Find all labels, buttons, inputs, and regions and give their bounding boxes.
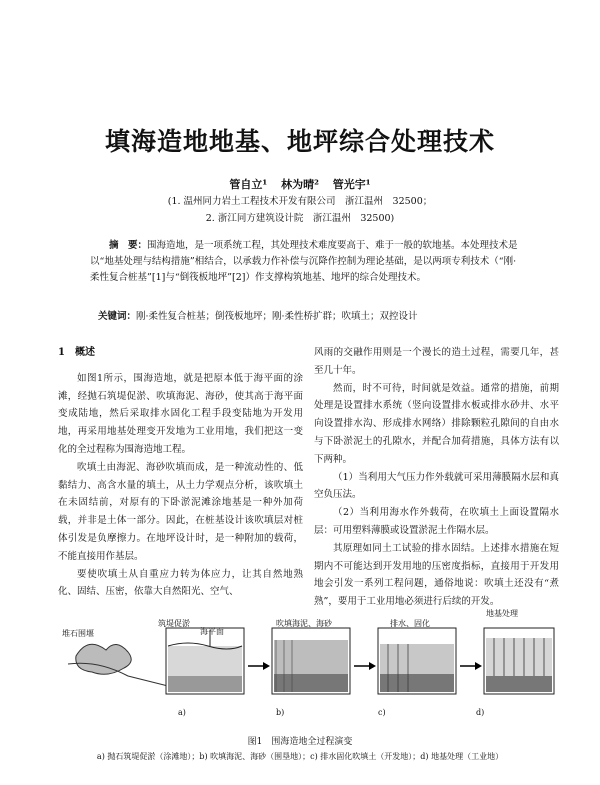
keywords-text: 刚·柔性复合桩基；倒筏板地坪；刚·柔性桥扩群；吹填土；双控设计 xyxy=(136,311,418,322)
left-column xyxy=(58,344,303,601)
arrow-head-icon xyxy=(369,662,376,670)
panel-title: 吹填海泥、海砂 xyxy=(276,619,332,628)
author-name: 林为晴² xyxy=(281,178,319,191)
author-name: 管自立¹ xyxy=(229,178,268,191)
abstract-text: 围海造地，是一项系统工程，其处理技术难度要高于、难于一般的软地基。本处理技术是以“地基处理与结构措施”相结合，以承载力作补偿与沉降作控制为理论基础，是以两项专利技术（“刚·柔性复合桩基”[1]与“倒筏板地坪”[2]）作支撑构筑地基、地坪的综合处理技术。 xyxy=(90,240,518,283)
side-label: 堆石围堰 xyxy=(62,629,94,638)
panel-title: 海平面 xyxy=(200,627,224,636)
arrow-head-icon xyxy=(475,662,482,670)
panel-c-illustration xyxy=(272,628,350,694)
figure-caption: 图1 围海造地全过程演变 xyxy=(247,737,353,747)
figure-illustration xyxy=(58,616,558,721)
keywords-label: 关键词： xyxy=(98,311,137,322)
paragraph: 然而，时不可待，时间就是效益。通常的措施，前期处理是设置排水系统（竖向设置排水板或排水砂井、水平向设置排水沟、形成排水网络）排除颗粒孔隙间的自由水与下卧淤泥土的孔隙水，并配合加荷措施，具体方法有以下两种。 xyxy=(314,382,559,465)
paragraph: （2）当利用海水作外载荷，在吹填土上面设置隔水层：可用塑料薄膜或设置淤泥土作隔水层。 xyxy=(314,507,559,536)
paragraph: （1）当利用大气压力作外载就可采用薄膜隔水层和真空负压法。 xyxy=(314,471,559,501)
panel-letter: d) xyxy=(476,708,485,717)
panel-title: 排水、固化 xyxy=(390,619,430,628)
right-column xyxy=(314,344,559,611)
paragraph: 其原理如同土工试验的排水固结。上述排水措施在短期内不可能达到开发用地的压密度指标，直接用于开发用地会引发一系列工程问题，通俗地说：吹填土还没有“煮熟”，要用于工业用地必须进行后续的开发。 xyxy=(314,542,559,608)
page-title: 填海造地地基、地坪综合处理技术 xyxy=(104,127,495,156)
panel-letter: a) xyxy=(178,708,186,717)
author-name: 管光宇¹ xyxy=(332,178,371,191)
panel-letter: b) xyxy=(276,708,285,717)
paragraph: 要使吹填土从自重应力转为体应力，让其自然地熟化、固结、压密，依靠大自然阳光、空气、 xyxy=(58,568,303,598)
section-heading: 1 概述 xyxy=(58,347,95,358)
figure-1 xyxy=(58,609,558,721)
panel-title: 筑堤促淤 xyxy=(158,619,190,628)
panel-a-illustration xyxy=(68,644,168,686)
panel-letter: c) xyxy=(378,708,386,717)
arrow-head-icon xyxy=(263,662,270,670)
figure-subcaption: a) 抛石筑堤促淤（涂滩地）；b) 吹填海泥、海砂（围垦地）；c) 排水固化吹填土（开发地）；d) 地基处理（工业地） xyxy=(96,752,504,761)
affiliation-1: (1. 温州同力岩土工程技术开发有限公司 浙江温州 32500； xyxy=(167,196,433,207)
keywords xyxy=(98,308,528,322)
paragraph: 如图1所示，围海造地，就是把原本低于海平面的涂滩，经抛石筑堤促淤、吹填海泥、海砂，使其高于海平面变成陆地，然后采取排水固化工程手段变陆地为开发用地，再采用地基处理变开发地为工业用地，我们把这一变化的全过程称为围海造地工程。 xyxy=(58,372,303,455)
panel-d-illustration xyxy=(378,628,456,694)
author-list xyxy=(0,176,600,192)
paragraph: 吹填土由海泥、海砂吹填而成，是一种流动性的、低黏结力、高含水量的填土，从土力学观点分析，该吹填土在未固结前，对原有的下卧淤泥滩涂地基是一种外加荷载，并非是土体一部分。因此，在桩基设计该吹填层对桩体引发是负摩擦力。在地坪设计时，是一种附加的载荷，不能直接用作基层。 xyxy=(58,461,303,562)
affiliation-2: 2. 浙江同方建筑设计院 浙江温州 32500) xyxy=(205,213,395,224)
abstract xyxy=(90,238,520,286)
panel-title: 地基处理 xyxy=(486,609,518,618)
abstract-label: 摘 要： xyxy=(109,240,148,251)
panel-e-illustration xyxy=(484,628,554,694)
paragraph: 风雨的交融作用则是一个漫长的造土过程，需要几年，甚至几十年。 xyxy=(314,347,559,376)
panel-b-illustration xyxy=(166,628,244,694)
